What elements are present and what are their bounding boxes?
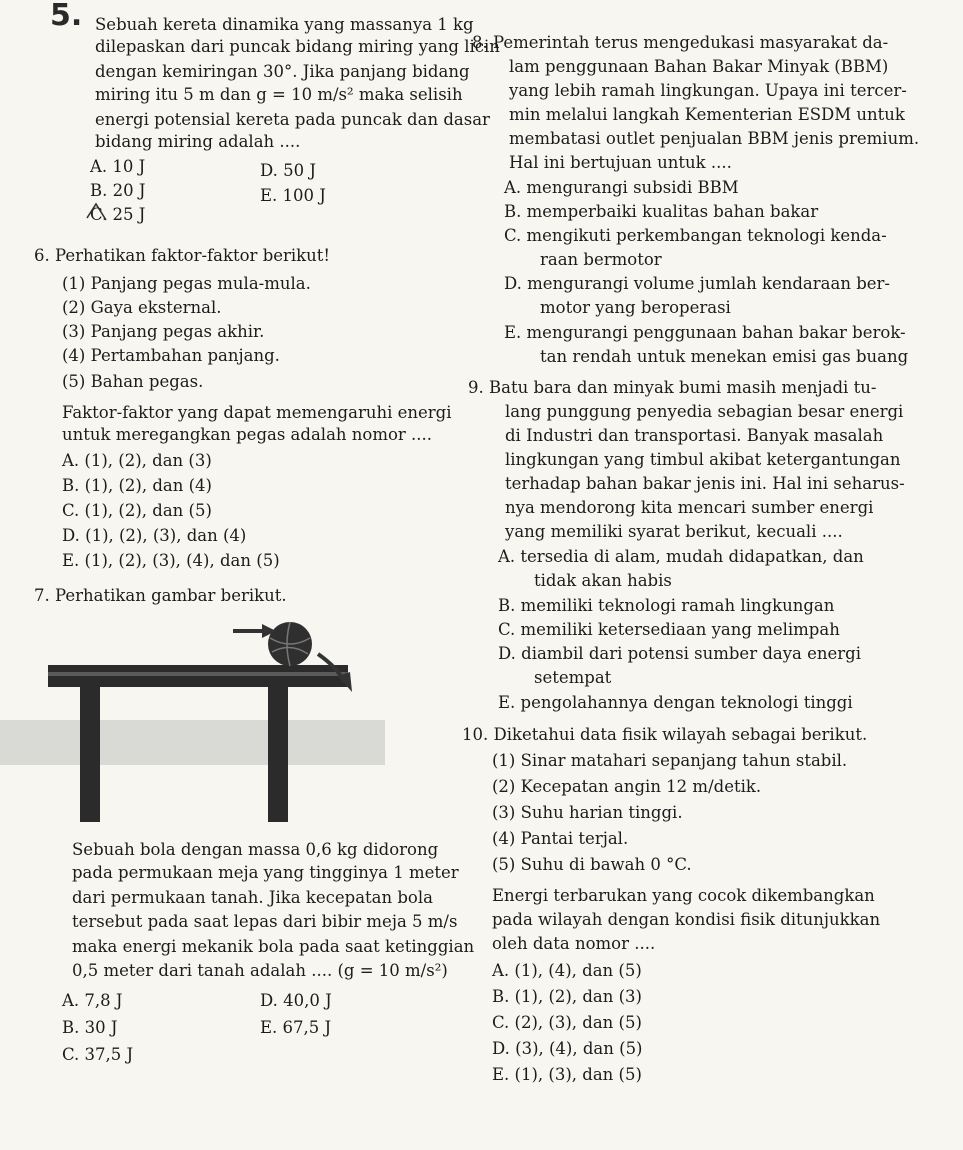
q9-option-a: A. tersedia di alam, mudah didapatkan, dan (498, 547, 864, 566)
q7-option-a: A. 7,8 J (62, 991, 123, 1010)
q8-option-d-cont: motor yang beroperasi (540, 298, 731, 317)
q9-line: nya mendorong kita mencari sumber energi (505, 498, 874, 517)
q6-option-a: A. (1), (2), dan (3) (62, 451, 212, 470)
q9-option-c: C. memiliki ketersediaan yang melimpah (498, 620, 840, 639)
table-top-edge (48, 672, 348, 676)
q5-line: Sebuah kereta dinamika yang massanya 1 kg (95, 15, 474, 34)
q8-line: membatasi outlet penjualan BBM jenis premium. (509, 129, 920, 148)
q7-option-c: C. 37,5 J (62, 1045, 134, 1064)
q7-line: 0,5 meter dari tanah adalah .... (g = 10 m/s²) (72, 961, 448, 980)
q7-line: Sebuah bola dengan massa 0,6 kg didorong (72, 840, 439, 859)
q8-option-b: B. memperbaiki kualitas bahan bakar (504, 202, 819, 221)
q6-option-e: E. (1), (2), (3), (4), dan (5) (62, 551, 280, 570)
q9-option-d-cont: setempat (534, 668, 612, 687)
q5-option-d: D. 50 J (260, 161, 316, 180)
q7-option-e: E. 67,5 J (260, 1018, 332, 1037)
q5-line: energi potensial kereta pada puncak dan dasar (95, 110, 490, 129)
q9-option-a-cont: tidak akan habis (534, 571, 672, 590)
q5-option-b: B. 20 J (90, 181, 146, 200)
q9-option-d: D. diambil dari potensi sumber daya energi (498, 644, 862, 663)
q10-question-line: oleh data nomor .... (492, 934, 656, 953)
answer-mark-icon (84, 200, 110, 224)
q10-title: 10. Diketahui data fisik wilayah sebagai berikut. (462, 725, 868, 744)
q7-line: maka energi mekanik bola pada saat ketinggian (72, 937, 475, 956)
q6-option-d: D. (1), (2), (3), dan (4) (62, 526, 247, 545)
q10-item: (1) Sinar matahari sepanjang tahun stabil. (492, 751, 848, 770)
q10-item: (2) Kecepatan angin 12 m/detik. (492, 777, 762, 796)
q8-line: Hal ini bertujuan untuk .... (509, 153, 732, 172)
q10-option-e: E. (1), (3), dan (5) (492, 1065, 642, 1084)
table-leg-left (80, 687, 100, 822)
q6-option-c: C. (1), (2), dan (5) (62, 501, 212, 520)
q5-option-e: E. 100 J (260, 186, 326, 205)
q6-item: (4) Pertambahan panjang. (62, 346, 280, 365)
q7-line: tersebut pada saat lepas dari bibir meja 5 m/s (72, 912, 458, 931)
q8-line: min melalui langkah Kementerian ESDM untuk (509, 105, 905, 124)
q10-question-line: Energi terbarukan yang cocok dikembangkan (492, 886, 875, 905)
q6-item: (5) Bahan pegas. (62, 372, 204, 391)
q7-option-b: B. 30 J (62, 1018, 118, 1037)
q6-option-b: B. (1), (2), dan (4) (62, 476, 212, 495)
q9-line: 9. Batu bara dan minyak bumi masih menjadi tu- (468, 378, 877, 397)
q10-option-a: A. (1), (4), dan (5) (492, 961, 642, 980)
q7-title: 7. Perhatikan gambar berikut. (34, 586, 287, 605)
q10-item: (5) Suhu di bawah 0 °C. (492, 855, 692, 874)
q8-line: lam penggunaan Bahan Bakar Minyak (BBM) (509, 57, 889, 76)
q10-item: (4) Pantai terjal. (492, 829, 629, 848)
table-ball-figure (0, 610, 450, 825)
q5-option-a: A. 10 J (90, 157, 146, 176)
q5-line: bidang miring adalah .... (95, 132, 301, 151)
q6-item: (3) Panjang pegas akhir. (62, 322, 265, 341)
q6-question-line: untuk meregangkan pegas adalah nomor .... (62, 425, 433, 444)
q8-option-e: E. mengurangi penggunaan bahan bakar berok- (504, 323, 906, 342)
q7-option-d: D. 40,0 J (260, 991, 332, 1010)
q9-line: di Industri dan transportasi. Banyak masalah (505, 426, 884, 445)
q8-option-c-cont: raan bermotor (540, 250, 662, 269)
q6-title: 6. Perhatikan faktor-faktor berikut! (34, 246, 331, 265)
question-5-number: 5. (50, 0, 83, 33)
q9-line: lingkungan yang timbul akibat ketergantungan (505, 450, 901, 469)
q10-option-d: D. (3), (4), dan (5) (492, 1039, 643, 1058)
q5-line: dilepaskan dari puncak bidang miring yang licin (95, 37, 500, 56)
q10-question-line: pada wilayah dengan kondisi fisik ditunjukkan (492, 910, 881, 929)
q8-line: yang lebih ramah lingkungan. Upaya ini tercer- (509, 81, 907, 100)
q8-option-c: C. mengikuti perkembangan teknologi kenda- (504, 226, 887, 245)
q6-question-line: Faktor-faktor yang dapat memengaruhi energi (62, 403, 452, 422)
q5-option-c: C. 25 J (90, 205, 146, 224)
q7-line: dari permukaan tanah. Jika kecepatan bola (72, 888, 433, 907)
q9-option-b: B. memiliki teknologi ramah lingkungan (498, 596, 835, 615)
q10-item: (3) Suhu harian tinggi. (492, 803, 683, 822)
q7-line: pada permukaan meja yang tingginya 1 meter (72, 863, 459, 882)
q5-line: dengan kemiringan 30°. Jika panjang bidang (95, 62, 470, 81)
q9-line: yang memiliki syarat berikut, kecuali .... (505, 522, 843, 541)
q10-option-b: B. (1), (2), dan (3) (492, 987, 642, 1006)
table-leg-right (268, 687, 288, 822)
q6-item: (2) Gaya eksternal. (62, 298, 222, 317)
q9-option-e: E. pengolahannya dengan teknologi tinggi (498, 693, 853, 712)
q6-item: (1) Panjang pegas mula-mula. (62, 274, 311, 293)
q8-option-d: D. mengurangi volume jumlah kendaraan ber- (504, 274, 890, 293)
q8-option-e-cont: tan rendah untuk menekan emisi gas buang (540, 347, 909, 366)
q8-option-a: A. mengurangi subsidi BBM (504, 178, 739, 197)
floor-shadow (0, 720, 385, 765)
q5-line: miring itu 5 m dan g = 10 m/s² maka selisih (95, 85, 463, 104)
q8-line: 8. Pemerintah terus mengedukasi masyarakat da- (472, 33, 889, 52)
q9-line: terhadap bahan bakar jenis ini. Hal ini seharus- (505, 474, 905, 493)
q10-option-c: C. (2), (3), dan (5) (492, 1013, 642, 1032)
q9-line: lang punggung penyedia sebagian besar energi (505, 402, 904, 421)
